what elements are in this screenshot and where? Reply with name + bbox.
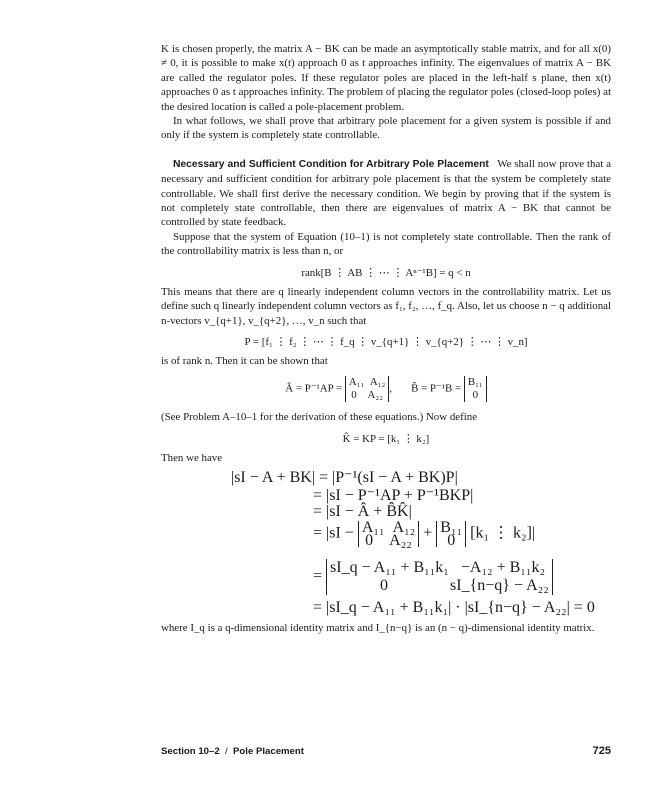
derivation-line-5 (313, 559, 553, 595)
derivation-line-2: = |sI − P⁻¹AP + P⁻¹BKP| (313, 487, 474, 505)
line4-a-r1c1: A₁₁ (361, 519, 385, 537)
ahat-r2c2: A₂₂ (367, 389, 383, 402)
ahat-r1c1: A₁₁ (348, 376, 365, 389)
line1-lhs: |sI − A + BK| (231, 469, 316, 487)
paragraph-1: K is chosen properly, the matrix A − BK can be made an asymptotically stable matrix, and for all x(0) ≠ 0, it is possible to make x(t) approach 0 as t approaches infinity. The eigenvalues of matrix A − BK are called the regulator poles. If these regulator poles are placed in the left-half s plane, then x(t) approaches 0 as t approaches infinity. The problem of placing the regulator poles (closed-loop poles) at the desired location is called a pole-placement problem. (161, 43, 611, 113)
derivation-line-3: = |sI − Â + B̂K̂| (313, 503, 412, 521)
equation-khat: K̂ = KP = [k₁ ⋮ k₂] (342, 432, 430, 445)
paragraph-6: is of rank n. Then it can be shown that (161, 354, 328, 367)
line4-plus: + (423, 524, 433, 542)
page-number: 725 (592, 745, 611, 757)
line4-a-r1c2: A₁₂ (392, 519, 416, 537)
ahat-matrix (345, 376, 389, 402)
derivation-line-1 (231, 467, 458, 487)
line5-r2c2: sI_{n−q} − A₂₂ (450, 577, 549, 595)
line5-r1c1: sI_q − A₁₁ + B₁₁k₁ (330, 559, 449, 577)
bhat-r2: 0 (472, 389, 479, 402)
paragraph-8: Then we have (161, 451, 223, 464)
page-footer (161, 746, 611, 757)
ahat-lhs: Â = P⁻¹AP = (285, 382, 343, 395)
equation-P: P = [f₁ ⋮ f₂ ⋮ ⋯ ⋮ f_q ⋮ v_{q+1} ⋮ v_{q+2} ⋮ ⋯ ⋮ v_n] (244, 335, 528, 348)
derivation-line-4 (313, 519, 536, 550)
line5-det (326, 559, 553, 595)
paragraph-4: Suppose that the system of Equation (10–1) is not completely state controllable. Then the rank of the controllability matrix is less than n, or (161, 230, 611, 258)
equation-ahat-bhat: Â = P⁻¹AP = A₁₁ A₁₂ 0 A₂₂ , B̂ = P⁻¹B = B₁₁ 0 (161, 376, 611, 402)
bhat-r1: B₁₁ (467, 376, 483, 389)
line4-b-r1: B₁₁ (440, 519, 463, 537)
line5-pre: = (313, 567, 323, 585)
line4-a-r2c2: A₂₂ (389, 532, 412, 550)
paragraph-7: (See Problem A–10–1 for the derivation of these equations.) Now define (161, 411, 478, 424)
footer-section-label: Section 10–2 (161, 746, 220, 757)
page-body (161, 42, 611, 636)
derivation-line-6: = |sI_q − A₁₁ + B₁₁k₁| · |sI_{n−q} − A₂₂| = 0 (313, 599, 595, 617)
ahat-r2c1: 0 (351, 389, 357, 402)
equation-rank: rank[B ⋮ AB ⋮ ⋯ ⋮ Aⁿ⁻¹B] = q < n (301, 266, 471, 279)
ahat-r1c2: A₁₂ (369, 376, 386, 389)
line4-b-matrix (436, 519, 466, 550)
paragraph-3 (161, 157, 611, 230)
line5-r2c1: 0 (380, 577, 389, 595)
paragraph-3-text: We shall now prove that a necessary and sufficient condition for arbitrary pole placement is that the system be completely state controllable. We shall first derive the necessary condition. We begin by proving that if the system is not completely state controllable, then there are eigenvalues of matrix A − BK that cannot be controlled by state feedback. (161, 157, 611, 229)
paragraph-2: In what follows, we shall prove that arbitrary pole placement for a given system is possible if and only if the system is completely state controllable. (161, 115, 611, 142)
line5-r1c2: −A₁₂ + B₁₁k₂ (460, 559, 546, 577)
line4-b-r2: 0 (447, 532, 456, 550)
bhat-lhs: B̂ = P⁻¹B = (411, 382, 462, 395)
line1-rhs: = |P⁻¹(sI − A + BK)P| (319, 469, 458, 487)
line4-a-r2c1: 0 (365, 532, 374, 550)
line4-k: [k₁ ⋮ k₂]| (470, 524, 536, 542)
paragraph-5: This means that there are q linearly independent column vectors in the controllability matrix. Let us define such q linearly independent column vectors as f₁, f₂, …, f_q. Also, let us choose n − q additional n-vectors v_{q+1}, v_{q+2}, …, v_n such that (161, 285, 611, 327)
bhat-matrix (464, 376, 487, 402)
line4-a-matrix (358, 519, 419, 550)
derivation-block (161, 465, 611, 617)
section-heading: Necessary and Sufficient Condition for Arbitrary Pole Placement (173, 158, 489, 170)
footer-section-title: Pole Placement (233, 746, 304, 757)
line4-pre: = |sI − (313, 524, 354, 542)
paragraph-9: where I_q is a q-dimensional identity matrix and I_{n−q} is an (n − q)-dimensional identity matrix. (161, 622, 595, 635)
footer-separator: / (225, 746, 228, 757)
